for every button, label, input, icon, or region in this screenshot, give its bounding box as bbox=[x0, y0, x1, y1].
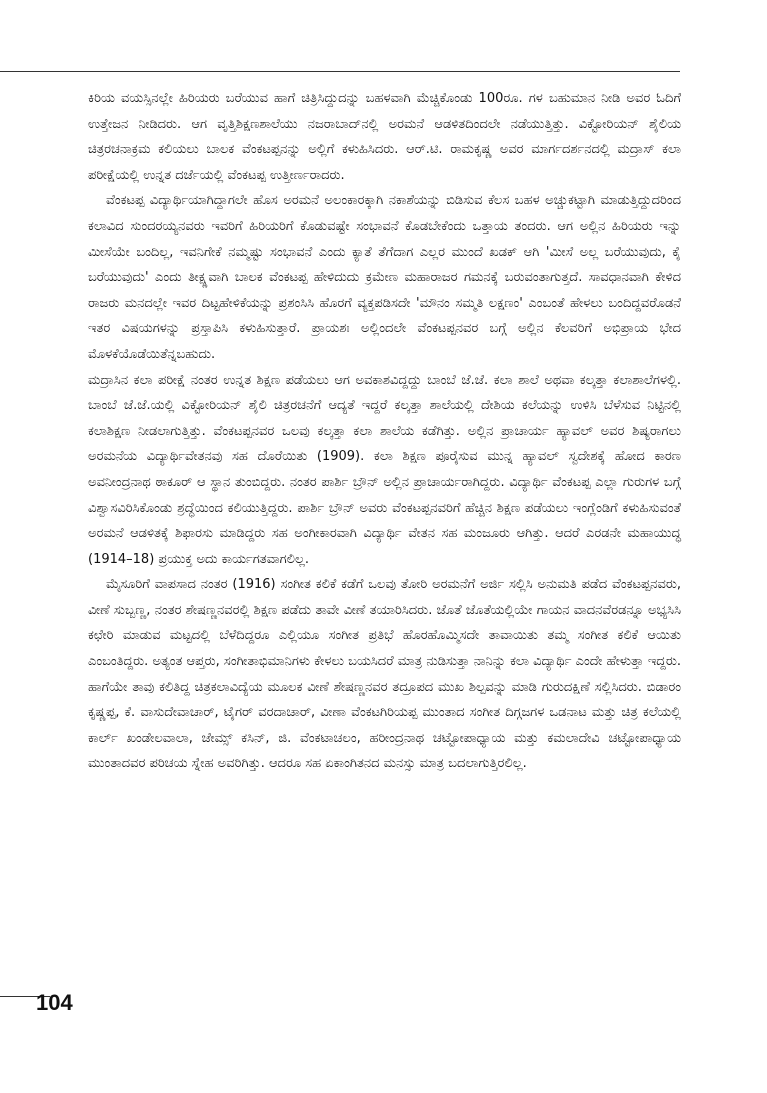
body-text bbox=[88, 86, 681, 777]
paragraph: ಮೈಸೂರಿಗೆ ವಾಪಸಾದ ನಂತರ (1916) ಸಂಗೀತ ಕಲಿಕೆ ಕಡೆಗೆ ಒಲವು ತೋರಿ ಅರಮನೆಗೆ ಅರ್ಜಿ ಸಲ್ಲಿಸಿ ಅನುಮತಿ ಪಡೆದ ವೆಂಕಟಪ್ಪನವರು, ವೀಣೆ ಸುಬ್ಬಣ್ಣ, ನಂತರ ಶೇಷಣ್ಣನವರಲ್ಲಿ ಶಿಕ್ಷಣ ಪಡೆದು ತಾವೇ ವೀಣೆ ತಯಾರಿಸಿದರು. ಜೊತೆ ಜೊತೆಯಲ್ಲಿಯೇ ಗಾಯನ ವಾದನವೆರಡನ್ನೂ ಅಭ್ಯಸಿಸಿ ಕಛೇರಿ ಮಾಡುವ ಮಟ್ಟದಲ್ಲಿ ಬೆಳೆದಿದ್ದರೂ ಎಲ್ಲಿಯೂ ಸಂಗೀತ ಪ್ರತಿಭೆ ಹೊರಹೊಮ್ಮಿಸದೇ ತಾವಾಯಿತು ತಮ್ಮ ಸಂಗೀತ ಕಲಿಕೆ ಆಯಿತು ಎಂಬಂತಿದ್ದರು. ಅತ್ಯಂತ ಆಪ್ತರು, ಸಂಗೀತಾಭಿಮಾನಿಗಳು ಕೇಳಲು ಬಯಸಿದರೆ ಮಾತ್ರ ನುಡಿಸುತ್ತಾ ನಾನಿನ್ನು ಕಲಾ ವಿದ್ಯಾರ್ಥಿ ಎಂದೇ ಹೇಳುತ್ತಾ ಇದ್ದರು. ಹಾಗೆಯೇ ತಾವು ಕಲಿತಿದ್ದ ಚಿತ್ರಕಲಾವಿದ್ಯೆಯ ಮೂಲಕ ವೀಣೆ ಶೇಷಣ್ಣನವರ ತದ್ರೂಪದ ಮುಖ ಶಿಲ್ಪವನ್ನು ಮಾಡಿ ಗುರುದಕ್ಷಿಣೆ ಸಲ್ಲಿಸಿದರು. ಬಿಡಾರಂ ಕೃಷ್ಣಪ್ಪ, ಕೆ. ವಾಸುದೇವಾಚಾರ್, ಟೈಗರ್ ವರದಾಚಾರ್, ವೀಣಾ ವೆಂಕಟಗಿರಿಯಪ್ಪ ಮುಂತಾದ ಸಂಗೀತ ದಿಗ್ಗಜಗಳ ಒಡನಾಟ ಮತ್ತು ಚಿತ್ರ ಕಲೆಯಲ್ಲಿ ಕಾರ್ಲ್ ಖಂಡೇಲವಾಲಾ, ಜೇಮ್ಸ್ ಕಸಿನ್, ಜಿ. ವೆಂಕಟಾಚಲಂ, ಹರೀಂದ್ರನಾಥ ಚಟ್ಟೋಪಾಧ್ಯಾಯ ಮತ್ತು ಕಮಲಾದೇವಿ ಚಟ್ಟೋಪಾಧ್ಯಾಯ ಮುಂತಾದವರ ಪರಿಚಯ ಸ್ನೇಹ ಅವರಿಗಿತ್ತು. ಆದರೂ ಸಹ ಏಕಾಂಗಿತನದ ಮನಸ್ಸು ಮಾತ್ರ ಬದಲಾಗುತ್ತಿರಲಿಲ್ಲ. bbox=[88, 577, 681, 772]
paragraph: ವೆಂಕಟಪ್ಪ ವಿದ್ಯಾರ್ಥಿಯಾಗಿದ್ದಾಗಲೇ ಹೊಸ ಅರಮನೆ ಅಲಂಕಾರಕ್ಕಾಗಿ ನಕಾಶೆಯನ್ನು ಬಿಡಿಸುವ ಕೆಲಸ ಬಹಳ ಅಚ್ಚುಕಟ್ಟಾಗಿ ಮಾಡುತ್ತಿದ್ದುದರಿಂದ ಕಲಾವಿದ ಸುಂದರಯ್ಯನವರು ಇವರಿಗೆ ಹಿರಿಯರಿಗೆ ಕೊಡುವಷ್ಟೇ ಸಂಭಾವನೆ ಕೊಡಬೇಕೆಂದು ಒತ್ತಾಯ ತಂದರು. ಆಗ ಅಲ್ಲಿನ ಹಿರಿಯರು ಇನ್ನು ಮೀಸೆಯೇ ಬಂದಿಲ್ಲ, ಇವನಿಗೇಕೆ ನಮ್ಮಷ್ಟು ಸಂಭಾವನೆ ಎಂದು ಕ್ಯಾತೆ ತೆಗೆದಾಗ ಎಲ್ಲರ ಮುಂದೆ ಖಡಕ್ ಆಗಿ 'ಮೀಸೆ ಅಲ್ಲ ಬರೆಯುವುದು, ಕೈ ಬರೆಯುವುದು' ಎಂದು ತೀಕ್ಷ್ಣವಾಗಿ ಬಾಲಕ ವೆಂಕಟಪ್ಪ ಹೇಳಿದುದು ಕ್ರಮೇಣ ಮಹಾರಾಜರ ಗಮನಕ್ಕೆ ಬರುವಂತಾಗುತ್ತದೆ. ಸಾವಧಾನವಾಗಿ ಕೇಳಿದ ರಾಜರು ಮನದಲ್ಲೇ ಇವರ ದಿಟ್ಟಹೇಳಿಕೆಯನ್ನು ಪ್ರಶಂಸಿಸಿ ಹೊರಗೆ ವ್ಯಕ್ತಪಡಿಸದೇ 'ಮೌನಂ ಸಮ್ಮತಿ ಲಕ್ಷಣಂ' ಎಂಬಂತೆ ಹೇಳಲು ಬಂದಿದ್ದವರೊಡನೆ ಇತರ ವಿಷಯಗಳನ್ನು ಪ್ರಸ್ತಾಪಿಸಿ ಕಳುಹಿಸುತ್ತಾರೆ. ಪ್ರಾಯಶಃ ಅಲ್ಲಿಂದಲೇ ವೆಂಕಟಪ್ಪನವರ ಬಗ್ಗೆ ಅಲ್ಲಿನ ಕೆಲವರಿಗೆ ಅಭಿಪ್ರಾಯ ಭೇದ ಮೊಳಕೆಯೊಡೆಯಿತೆನ್ನಬಹುದು. bbox=[88, 193, 681, 362]
page-number: 104 bbox=[36, 990, 73, 1015]
paragraph: ಮದ್ರಾಸಿನ ಕಲಾ ಪರೀಕ್ಷೆ ನಂತರ ಉನ್ನತ ಶಿಕ್ಷಣ ಪಡೆಯಲು ಆಗ ಅವಕಾಶವಿದ್ದದ್ದು ಬಾಂಬೆ ಜೆ.ಜೆ. ಕಲಾ ಶಾಲೆ ಅಥವಾ ಕಲ್ಕತ್ತಾ ಕಲಾಶಾಲೆಗಳಲ್ಲಿ. ಬಾಂಬೆ ಜೆ.ಜೆ.ಯಲ್ಲಿ ವಿಕ್ಟೋರಿಯನ್ ಶೈಲಿ ಚಿತ್ರರಚನೆಗೆ ಆದ್ಯತೆ ಇದ್ದರೆ ಕಲ್ಕತ್ತಾ ಶಾಲೆಯಲ್ಲಿ ದೇಶಿಯ ಕಲೆಯನ್ನು ಉಳಿಸಿ ಬೆಳೆಸುವ ನಿಟ್ಟಿನಲ್ಲಿ ಕಲಾಶಿಕ್ಷಣ ನೀಡಲಾಗುತ್ತಿತ್ತು. ವೆಂಕಟಪ್ಪನವರ ಒಲವು ಕಲ್ಕತ್ತಾ ಕಲಾ ಶಾಲೆಯ ಕಡೆಗಿತ್ತು. ಅಲ್ಲಿನ ಪ್ರಾಚಾರ್ಯ ಹ್ಯಾವಲ್ ಅವರ ಶಿಷ್ಯರಾಗಲು ಅರಮನೆಯ ವಿದ್ಯಾರ್ಥಿವೇತನವು ಸಹ ದೊರೆಯಿತು (1909). ಕಲಾ ಶಿಕ್ಷಣ ಪೂರೈಸುವ ಮುನ್ನ ಹ್ಯಾವಲ್ ಸ್ವದೇಶಕ್ಕೆ ಹೋದ ಕಾರಣ ಅವನೀಂದ್ರನಾಥ ಠಾಕೂರ್ ಆ ಸ್ಥಾನ ತುಂಬಿದ್ದರು. ನಂತರ ಪಾರ್ಶಿ ಬ್ರೌನ್ ಅಲ್ಲಿನ ಪ್ರಾಚಾರ್ಯರಾಗಿದ್ದರು. ವಿದ್ಯಾರ್ಥಿ ವೆಂಕಟಪ್ಪ ಎಲ್ಲಾ ಗುರುಗಳ ಬಗ್ಗೆ ವಿಶ್ವಾಸವಿರಿಸಿಕೊಂಡು ಶ್ರದ್ಧೆಯಿಂದ ಕಲಿಯುತ್ತಿದ್ದರು. ಪಾರ್ಶಿ ಬ್ರೌನ್ ಅವರು ವೆಂಕಟಪ್ಪನವರಿಗೆ ಹೆಚ್ಚಿನ ಶಿಕ್ಷಣ ಪಡೆಯಲು ಇಂಗ್ಲೆಂಡಿಗೆ ಕಳುಹಿಸುವಂತೆ ಅರಮನೆ ಆಡಳಿತಕ್ಕೆ ಶಿಫಾರಸು ಮಾಡಿದ್ದರು ಸಹ ಅಂಗೀಕಾರವಾಗಿ ವಿದ್ಯಾರ್ಥಿ ವೇತನ ಸಹ ಮಂಜೂರು ಆಗಿತ್ತು. ಆದರೆ ಎರಡನೇ ಮಹಾಯುದ್ಧ (1914–18) ಪ್ರಯುಕ್ತ ಅದು ಕಾರ್ಯಗತವಾಗಲಿಲ್ಲ. bbox=[88, 372, 681, 567]
paragraph: ಕಿರಿಯ ವಯಸ್ಸಿನಲ್ಲೇ ಹಿರಿಯರು ಬರೆಯುವ ಹಾಗೆ ಚಿತ್ರಿಸಿದ್ದುದನ್ನು ಬಹಳವಾಗಿ ಮೆಚ್ಚಿಕೊಂಡು 100ರೂ. ಗಳ ಬಹುಮಾನ ನೀಡಿ ಅವರ ಓದಿಗೆ ಉತ್ತೇಜನ ನೀಡಿದರು. ಆಗ ವೃತ್ತಿಶಿಕ್ಷಣಶಾಲೆಯು ನಜರಾಬಾದ್‌ನಲ್ಲಿ ಅರಮನೆ ಆಡಳಿತದಿಂದಲೇ ನಡೆಯುತ್ತಿತ್ತು. ವಿಕ್ಟೋರಿಯನ್ ಶೈಲಿಯ ಚಿತ್ರರಚನಾಕ್ರಮ ಕಲಿಯಲು ಬಾಲಕ ವೆಂಕಟಪ್ಪನನ್ನು ಅಲ್ಲಿಗೆ ಕಳುಹಿಸಿದರು. ಆರ್.ಟಿ. ರಾಮಕೃಷ್ಣ ಅವರ ಮಾರ್ಗದರ್ಶನದಲ್ಲಿ ಮದ್ರಾಸ್ ಕಲಾ ಪರೀಕ್ಷೆಯಲ್ಲಿ ಉನ್ನತ ದರ್ಜೆಯಲ್ಲಿ ವೆಂಕಟಪ್ಪ ಉತ್ತೀರ್ಣರಾದರು. bbox=[88, 91, 681, 183]
top-rule bbox=[0, 71, 680, 72]
